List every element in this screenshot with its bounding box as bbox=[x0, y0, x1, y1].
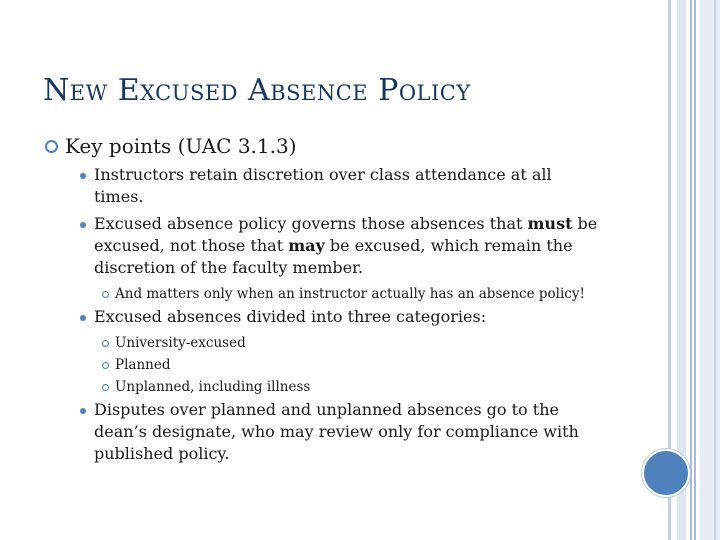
bullet-dot-icon bbox=[80, 315, 86, 321]
bullet-text: And matters only when an instructor actually has an absence policy! bbox=[115, 286, 585, 302]
bullet-dot-icon bbox=[80, 222, 86, 228]
decor-stripe bbox=[694, 0, 696, 540]
sub-bullet-unplanned bbox=[45, 377, 605, 397]
bullet-text: Unplanned, including illness bbox=[115, 379, 311, 395]
sub-bullet-planned bbox=[45, 355, 605, 375]
bullet-three-categories bbox=[45, 306, 605, 328]
sub-bullet-university-excused bbox=[45, 333, 605, 353]
bullet-text: Disputes over planned and unplanned absences go to the dean’s designate, who may review only for compliance with published policy. bbox=[94, 400, 579, 463]
ring-bullet-icon bbox=[102, 340, 109, 347]
bullet-instructors-discretion bbox=[45, 164, 605, 208]
bullet-text: Instructors retain discretion over class attendance at all times. bbox=[94, 165, 552, 206]
slide-title: New Excused Absence Policy bbox=[43, 73, 471, 108]
bullet-text bbox=[94, 214, 597, 277]
bullet-disputes bbox=[45, 399, 605, 465]
bullet-text: Planned bbox=[115, 357, 171, 373]
decor-stripe bbox=[690, 0, 692, 540]
text-part: be excused, which remain the discretion of the faculty member. bbox=[94, 236, 573, 277]
bullet-dot-icon bbox=[80, 173, 86, 179]
decor-stripe bbox=[714, 0, 716, 540]
bullet-dot-icon bbox=[80, 408, 86, 414]
ring-bullet-icon bbox=[102, 362, 109, 369]
bullet-key-points bbox=[45, 132, 605, 160]
emphasis-may: may bbox=[288, 236, 325, 255]
bullet-text: University-excused bbox=[115, 335, 246, 351]
sub-bullet-absence-policy bbox=[45, 284, 605, 304]
ring-bullet-icon bbox=[102, 291, 109, 298]
text-part: Excused absence policy governs those absences that bbox=[94, 214, 528, 233]
bullet-text: Excused absences divided into three categories: bbox=[94, 307, 487, 326]
ring-bullet-icon bbox=[102, 384, 109, 391]
text-part: be excused, not those that bbox=[94, 214, 598, 255]
hollow-bullet-icon bbox=[45, 140, 58, 153]
emphasis-must: must bbox=[527, 214, 573, 233]
bullet-list bbox=[45, 132, 605, 470]
bullet-text: Key points (UAC 3.1.3) bbox=[65, 134, 297, 158]
bullet-policy-governs bbox=[45, 213, 605, 279]
decor-circle bbox=[642, 449, 690, 497]
decor-stripe bbox=[700, 0, 720, 540]
